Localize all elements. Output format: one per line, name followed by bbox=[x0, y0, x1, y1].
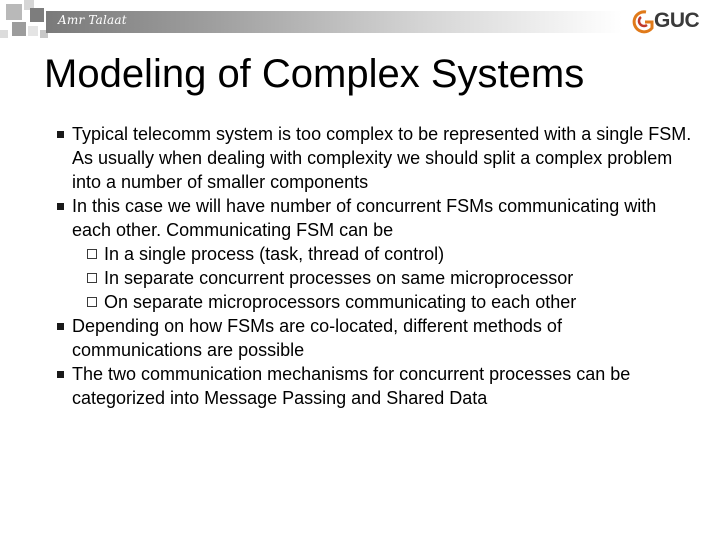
sub-bullet-text: On separate microprocessors communicating to each other bbox=[104, 292, 577, 312]
bullet-text: Typical telecomm system is too complex to be represented with a single FSM. As usually when dealing with complexity we should split a complex problem into a number of smaller components bbox=[72, 124, 692, 192]
sub-bullet-item bbox=[56, 242, 696, 266]
decorative-square bbox=[12, 22, 26, 36]
square-bullet-icon bbox=[57, 131, 64, 138]
hollow-square-bullet-icon bbox=[87, 273, 97, 283]
slide-content bbox=[56, 122, 696, 410]
bullet-text: In this case we will have number of concurrent FSMs communicating with each other. Communicating FSM can be bbox=[72, 196, 657, 240]
square-bullet-icon bbox=[57, 203, 64, 210]
decorative-square bbox=[28, 26, 38, 36]
bullet-item bbox=[56, 362, 696, 410]
bullet-item bbox=[56, 122, 696, 194]
logo-text: GUC bbox=[654, 9, 700, 32]
square-bullet-icon bbox=[57, 323, 64, 330]
decorative-square bbox=[30, 8, 44, 22]
hollow-square-bullet-icon bbox=[87, 297, 97, 307]
author-name: Amr Talaat bbox=[58, 13, 127, 27]
slide-title: Modeling of Complex Systems bbox=[44, 52, 585, 96]
slide-header bbox=[0, 0, 720, 48]
bullet-text: Depending on how FSMs are co-located, different methods of communications are possible bbox=[72, 316, 562, 360]
sub-bullet-text: In a single process (task, thread of control) bbox=[104, 244, 445, 264]
hollow-square-bullet-icon bbox=[87, 249, 97, 259]
sub-bullet-text: In separate concurrent processes on same microprocessor bbox=[104, 268, 574, 288]
sub-bullet-item bbox=[56, 290, 696, 314]
bullet-text: The two communication mechanisms for concurrent processes can be categorized into Message Passing and Shared Data bbox=[72, 364, 631, 408]
decorative-square bbox=[6, 4, 22, 20]
square-bullet-icon bbox=[57, 371, 64, 378]
bullet-item bbox=[56, 194, 696, 242]
author-strip bbox=[46, 11, 622, 33]
bullet-item bbox=[56, 314, 696, 362]
sub-bullet-item bbox=[56, 266, 696, 290]
decorative-square bbox=[0, 30, 8, 38]
